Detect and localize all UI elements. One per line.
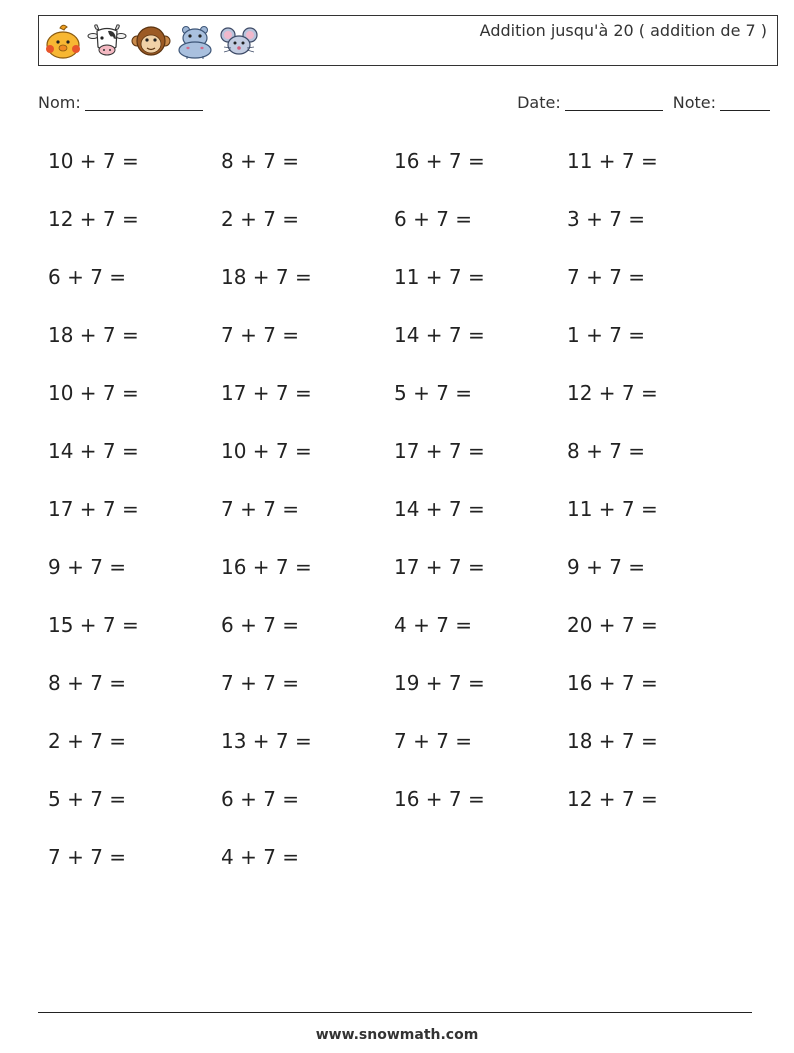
problem-item: 8 + 7 = bbox=[48, 671, 127, 695]
problem-item: 17 + 7 = bbox=[48, 497, 139, 521]
problem-item: 13 + 7 = bbox=[221, 729, 312, 753]
problem-item: 11 + 7 = bbox=[567, 497, 658, 521]
problem-item: 12 + 7 = bbox=[567, 381, 658, 405]
problem-item: 16 + 7 = bbox=[567, 671, 658, 695]
problem-item: 3 + 7 = bbox=[567, 207, 646, 231]
problem-item: 8 + 7 = bbox=[567, 439, 646, 463]
footer-divider bbox=[38, 1012, 752, 1013]
problem-item: 7 + 7 = bbox=[221, 323, 300, 347]
name-field bbox=[38, 93, 203, 112]
chick-icon bbox=[43, 21, 83, 61]
name-label: Nom: bbox=[38, 93, 81, 112]
problem-item: 17 + 7 = bbox=[394, 439, 485, 463]
problem-item: 7 + 7 = bbox=[567, 265, 646, 289]
cow-icon bbox=[87, 21, 127, 61]
problem-grid bbox=[48, 145, 740, 899]
problem-item: 6 + 7 = bbox=[221, 787, 300, 811]
problem-item: 6 + 7 = bbox=[394, 207, 473, 231]
problem-item: 11 + 7 = bbox=[567, 149, 658, 173]
problem-item: 9 + 7 = bbox=[567, 555, 646, 579]
problem-item: 12 + 7 = bbox=[567, 787, 658, 811]
date-score-fields bbox=[517, 93, 770, 112]
problem-item: 16 + 7 = bbox=[221, 555, 312, 579]
problem-item: 14 + 7 = bbox=[394, 323, 485, 347]
hippo-icon bbox=[175, 21, 215, 61]
problem-item: 18 + 7 = bbox=[48, 323, 139, 347]
footer-site-link[interactable]: www.snowmath.com bbox=[315, 1027, 479, 1043]
problem-item: 7 + 7 = bbox=[221, 497, 300, 521]
problem-item: 15 + 7 = bbox=[48, 613, 139, 637]
problem-item: 5 + 7 = bbox=[48, 787, 127, 811]
animal-icon-strip bbox=[43, 21, 259, 61]
date-blank-line[interactable] bbox=[565, 94, 663, 111]
mouse-icon bbox=[219, 21, 259, 61]
problem-item: 1 + 7 = bbox=[567, 323, 646, 347]
problem-item: 2 + 7 = bbox=[221, 207, 300, 231]
problem-item: 17 + 7 = bbox=[394, 555, 485, 579]
problem-item: 4 + 7 = bbox=[221, 845, 300, 869]
problem-item: 18 + 7 = bbox=[221, 265, 312, 289]
problem-item: 5 + 7 = bbox=[394, 381, 473, 405]
problem-item: 8 + 7 = bbox=[221, 149, 300, 173]
problem-item: 9 + 7 = bbox=[48, 555, 127, 579]
score-label: Note: bbox=[672, 93, 716, 112]
problem-item: 20 + 7 = bbox=[567, 613, 658, 637]
worksheet-header bbox=[38, 15, 778, 66]
problem-item: 18 + 7 = bbox=[567, 729, 658, 753]
problem-item: 10 + 7 = bbox=[48, 149, 139, 173]
monkey-icon bbox=[131, 21, 171, 61]
problem-item: 4 + 7 = bbox=[394, 613, 473, 637]
problem-item: 17 + 7 = bbox=[221, 381, 312, 405]
problem-item: 14 + 7 = bbox=[48, 439, 139, 463]
problem-item: 11 + 7 = bbox=[394, 265, 485, 289]
date-label: Date: bbox=[517, 93, 561, 112]
score-blank-line[interactable] bbox=[720, 94, 770, 111]
worksheet-title: Addition jusqu'à 20 ( addition de 7 ) bbox=[479, 21, 767, 40]
problem-item: 7 + 7 = bbox=[394, 729, 473, 753]
problem-item: 6 + 7 = bbox=[221, 613, 300, 637]
problem-item: 12 + 7 = bbox=[48, 207, 139, 231]
name-blank-line[interactable] bbox=[85, 94, 203, 111]
problem-item: 19 + 7 = bbox=[394, 671, 485, 695]
problem-item: 10 + 7 = bbox=[221, 439, 312, 463]
problem-item: 10 + 7 = bbox=[48, 381, 139, 405]
problem-item: 16 + 7 = bbox=[394, 787, 485, 811]
problem-item: 16 + 7 = bbox=[394, 149, 485, 173]
problem-item: 7 + 7 = bbox=[221, 671, 300, 695]
problem-item: 6 + 7 = bbox=[48, 265, 127, 289]
problem-item: 7 + 7 = bbox=[48, 845, 127, 869]
problem-item: 14 + 7 = bbox=[394, 497, 485, 521]
problem-item: 2 + 7 = bbox=[48, 729, 127, 753]
